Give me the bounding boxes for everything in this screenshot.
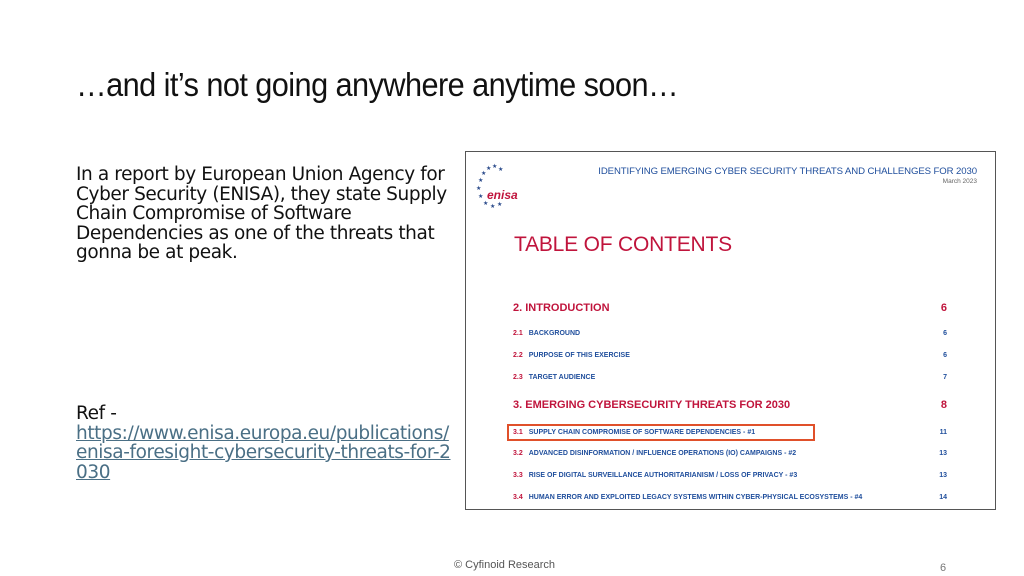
document-header — [598, 166, 977, 185]
reference-block — [76, 404, 456, 482]
toc-entry-introduction: 2. INTRODUCTION 6 — [513, 302, 947, 314]
toc-entry-emerging-threats: 3. EMERGING CYBERSECURITY THREATS FOR 2030 8 — [513, 399, 947, 411]
toc-entry-target-audience: 2.3 TARGET AUDIENCE 7 — [513, 374, 947, 381]
star-icon: ★ — [497, 202, 503, 208]
toc-entry-purpose: 2.2 PURPOSE OF THIS EXERCISE 6 — [513, 352, 947, 359]
toc-entry-supply-chain: 3.1 SUPPLY CHAIN COMPROMISE OF SOFTWARE DEPENDENCIES - #1 11 — [513, 429, 947, 436]
slide-title: …and it’s not going anywhere anytime soon… — [76, 66, 679, 103]
star-icon: ★ — [498, 167, 504, 173]
star-icon: ★ — [478, 178, 484, 184]
reference-link[interactable]: https://www.enisa.europa.eu/publications/enisa-foresight-cybersecurity-threats-for-2030 — [76, 422, 451, 483]
star-icon: ★ — [486, 166, 492, 172]
enisa-report-screenshot — [465, 151, 996, 510]
star-icon: ★ — [481, 171, 487, 177]
reference-label: Ref - — [76, 403, 117, 424]
star-icon: ★ — [490, 204, 496, 210]
enisa-logo — [472, 164, 532, 214]
star-icon: ★ — [492, 164, 498, 170]
star-icon: ★ — [478, 194, 484, 200]
toc-entry-surveillance: 3.3 RISE OF DIGITAL SURVEILLANCE AUTHORITARIANISM / LOSS OF PRIVACY - #3 13 — [513, 472, 947, 479]
enisa-logo-text: enisa — [487, 188, 518, 202]
toc-entry-human-error: 3.4 HUMAN ERROR AND EXPLOITED LEGACY SYSTEMS WITHIN CYBER-PHYSICAL ECOSYSTEMS - #4 14 — [513, 494, 947, 501]
slide-page-number: 6 — [940, 562, 947, 574]
document-header-title: IDENTIFYING EMERGING CYBER SECURITY THREATS AND CHALLENGES FOR 2030 — [598, 166, 977, 177]
document-header-date: March 2023 — [942, 178, 977, 185]
toc-entry-background: 2.1 BACKGROUND 6 — [513, 330, 947, 337]
toc-entry-disinformation: 3.2 ADVANCED DISINFORMATION / INFLUENCE OPERATIONS (IO) CAMPAIGNS - #2 13 — [513, 450, 947, 457]
star-icon: ★ — [483, 201, 489, 207]
footer-credit: © Cyfinoid Research — [454, 559, 556, 571]
toc-title: TABLE OF CONTENTS — [514, 233, 732, 256]
supply-chain-highlight-box — [507, 424, 815, 441]
slide-body-text: In a report by European Union Agency for Cyber Security (ENISA), they state Supply Chain Compromise of Software Dependencies as one of the threats that gonna be at peak. — [76, 164, 447, 263]
star-icon: ★ — [476, 186, 482, 192]
